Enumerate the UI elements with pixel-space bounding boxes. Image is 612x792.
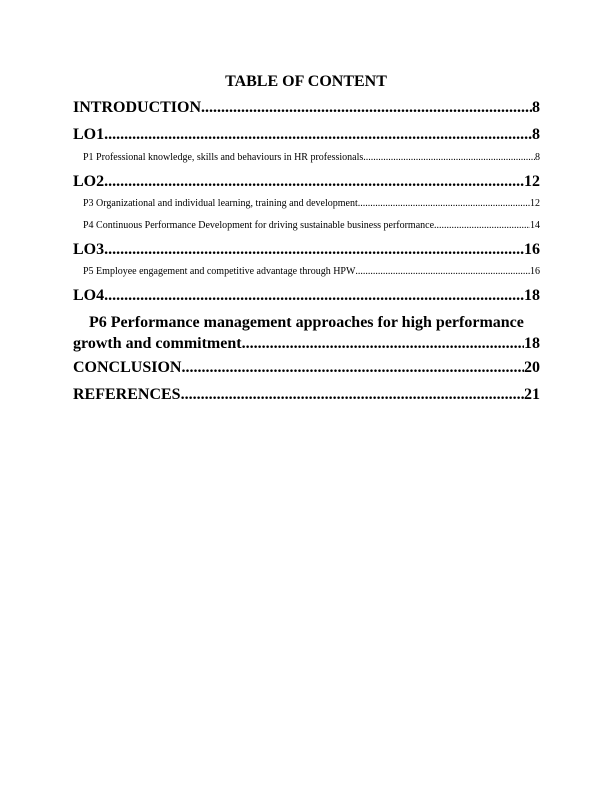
toc-entry-conclusion[interactable] xyxy=(73,358,540,378)
toc-entry-label: P4 Continuous Performance Development for driving sustainable business performance xyxy=(83,220,435,231)
dot-leader xyxy=(181,385,524,405)
dot-leader xyxy=(242,333,524,354)
toc-entry-page: 16 xyxy=(524,241,540,258)
toc-entry-label: LO1 xyxy=(73,126,105,143)
dot-leader xyxy=(104,286,524,306)
dot-leader xyxy=(181,358,524,378)
dot-leader xyxy=(358,197,530,210)
toc-entry-label: REFERENCES xyxy=(73,386,181,403)
dot-leader xyxy=(104,240,524,260)
dot-leader xyxy=(434,219,530,232)
toc-entry-page: 18 xyxy=(524,287,540,304)
toc-entry-lo1[interactable] xyxy=(73,125,540,145)
dot-leader xyxy=(355,265,530,278)
toc-entry-label: INTRODUCTION xyxy=(73,99,202,116)
toc-entry-label: P5 Employee engagement and competitive advantage through HPW xyxy=(83,266,356,277)
toc-entry-page: 14 xyxy=(530,220,540,231)
toc-entry-page: 8 xyxy=(535,152,540,163)
dot-leader xyxy=(201,98,532,118)
toc-entry-p6[interactable] xyxy=(73,312,540,354)
toc-entry-page: 8 xyxy=(532,126,540,143)
toc-entry-page: 18 xyxy=(524,335,540,352)
toc-entry-page: 21 xyxy=(524,386,540,403)
toc-entry-lo4[interactable] xyxy=(73,286,540,306)
toc-entry-p4[interactable] xyxy=(83,219,540,232)
toc-entry-p5[interactable] xyxy=(83,265,540,278)
dot-leader xyxy=(104,125,532,145)
dot-leader xyxy=(104,172,524,192)
toc-entry-p1[interactable] xyxy=(83,151,540,164)
toc-entry-page: 8 xyxy=(532,99,540,116)
toc-entry-second-line xyxy=(73,333,540,354)
toc-entry-page: 16 xyxy=(530,266,540,277)
toc-entry-label: LO2 xyxy=(73,173,105,190)
toc-title: TABLE OF CONTENT xyxy=(225,73,387,90)
toc-entry-lo2[interactable] xyxy=(73,172,540,192)
toc-entry-lo3[interactable] xyxy=(73,240,540,260)
toc-entry-page: 12 xyxy=(530,198,540,209)
toc-entry-label-line2: growth and commitment xyxy=(73,335,242,352)
toc-entry-label: LO3 xyxy=(73,241,105,258)
toc-entry-label: CONCLUSION xyxy=(73,359,182,376)
toc-entry-label: P1 Professional knowledge, skills and behaviours in HR professionals xyxy=(83,152,364,163)
toc-entry-introduction[interactable] xyxy=(73,98,540,118)
toc-entry-references[interactable] xyxy=(73,385,540,405)
toc-entry-label: P3 Organizational and individual learning, training and development xyxy=(83,198,358,209)
dot-leader xyxy=(363,151,535,164)
toc-entry-p3[interactable] xyxy=(83,197,540,210)
toc-entry-label-line1: P6 Performance management approaches for high performance xyxy=(89,314,524,331)
toc-entry-label: LO4 xyxy=(73,287,105,304)
toc-entry-page: 12 xyxy=(524,173,540,190)
toc-entry-page: 20 xyxy=(524,359,540,376)
